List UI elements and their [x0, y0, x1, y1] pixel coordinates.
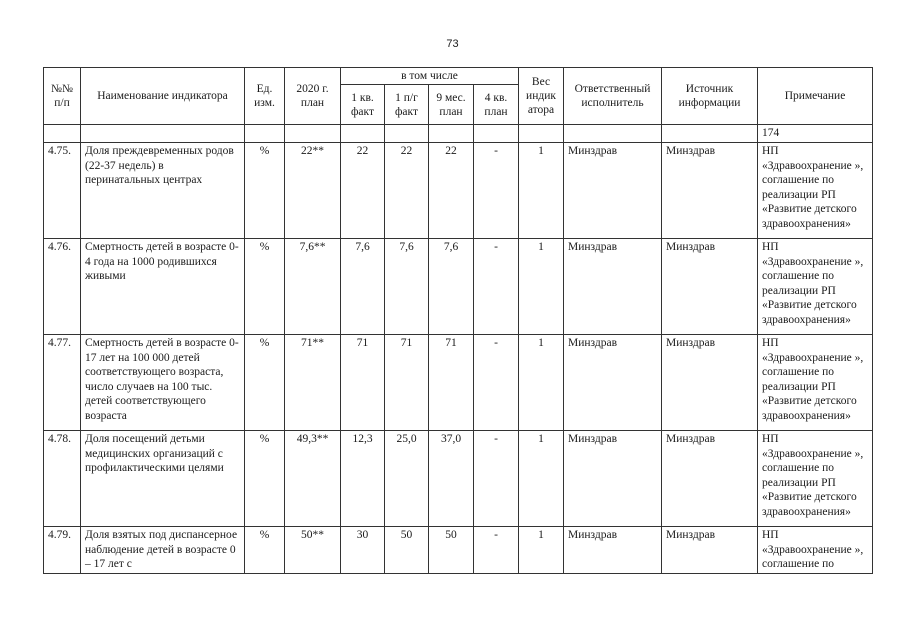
col-header-q4: 4 кв. план — [474, 85, 519, 125]
row-source: Минздрав — [662, 143, 758, 239]
indicators-table — [43, 67, 873, 574]
row-num: 4.77. — [44, 335, 81, 431]
page-ref: 174 — [758, 125, 873, 143]
row-unit: % — [245, 431, 285, 527]
row-weight: 1 — [519, 143, 564, 239]
row-note: НП «Здравоохранение », соглашение по реализации РП «Развитие детского здравоохранения» — [758, 431, 873, 527]
row-plan: 50** — [285, 527, 341, 574]
row-plan: 71** — [285, 335, 341, 431]
row-m9: 7,6 — [429, 239, 474, 335]
row-q1: 7,6 — [341, 239, 385, 335]
row-q1: 12,3 — [341, 431, 385, 527]
row-plan: 7,6** — [285, 239, 341, 335]
row-q4: - — [474, 143, 519, 239]
row-q4: - — [474, 527, 519, 574]
col-header-num: №№ п/п — [44, 68, 81, 125]
col-header-responsible: Ответственный исполнитель — [564, 68, 662, 125]
row-m9: 37,0 — [429, 431, 474, 527]
row-q1: 30 — [341, 527, 385, 574]
row-name: Доля посещений детьми медицинских организаций с профилактическими целями — [81, 431, 245, 527]
col-header-q1: 1 кв. факт — [341, 85, 385, 125]
row-m9: 22 — [429, 143, 474, 239]
row-h1: 7,6 — [385, 239, 429, 335]
col-header-h1: 1 п/г факт — [385, 85, 429, 125]
row-source: Минздрав — [662, 527, 758, 574]
col-header-weight: Вес индик атора — [519, 68, 564, 125]
row-plan: 22** — [285, 143, 341, 239]
row-name: Доля взятых под диспансерное наблюдение детей в возрасте 0 – 17 лет с — [81, 527, 245, 574]
row-h1: 50 — [385, 527, 429, 574]
row-m9: 50 — [429, 527, 474, 574]
row-responsible: Минздрав — [564, 143, 662, 239]
col-header-group: в том числе — [341, 68, 519, 85]
row-note: НП «Здравоохранение », соглашение по реализации РП «Развитие детского здравоохранения» — [758, 239, 873, 335]
row-name: Доля преждевременных родов (22-37 недель) в перинатальных центрах — [81, 143, 245, 239]
row-responsible: Минздрав — [564, 527, 662, 574]
row-q4: - — [474, 335, 519, 431]
row-q1: 71 — [341, 335, 385, 431]
col-header-name: Наименование индикатора — [81, 68, 245, 125]
row-weight: 1 — [519, 431, 564, 527]
table-row — [44, 143, 873, 239]
row-responsible: Минздрав — [564, 431, 662, 527]
row-unit: % — [245, 527, 285, 574]
row-num: 4.78. — [44, 431, 81, 527]
row-unit: % — [245, 335, 285, 431]
row-m9: 71 — [429, 335, 474, 431]
row-unit: % — [245, 143, 285, 239]
col-header-note: Примечание — [758, 68, 873, 125]
row-q4: - — [474, 239, 519, 335]
row-num: 4.79. — [44, 527, 81, 574]
row-weight: 1 — [519, 335, 564, 431]
row-name: Смертность детей в возрасте 0-4 года на 1000 родившихся живыми — [81, 239, 245, 335]
table-row — [44, 239, 873, 335]
row-num: 4.75. — [44, 143, 81, 239]
row-responsible: Минздрав — [564, 239, 662, 335]
row-h1: 25,0 — [385, 431, 429, 527]
row-note: НП «Здравоохранение », соглашение по реализации РП «Развитие детского здравоохранения» — [758, 143, 873, 239]
row-name: Смертность детей в возрасте 0-17 лет на 100 000 детей соответствующего возраста, число случаев на 100 тыс. детей соответствующего возраста — [81, 335, 245, 431]
col-header-m9: 9 мес. план — [429, 85, 474, 125]
row-num: 4.76. — [44, 239, 81, 335]
table-row — [44, 527, 873, 574]
col-header-plan-2020: 2020 г. план — [285, 68, 341, 125]
row-source: Минздрав — [662, 239, 758, 335]
page-number: 73 — [446, 38, 459, 50]
row-source: Минздрав — [662, 335, 758, 431]
row-unit: % — [245, 239, 285, 335]
header-row-top — [44, 68, 873, 85]
row-h1: 71 — [385, 335, 429, 431]
table-row — [44, 335, 873, 431]
row-source: Минздрав — [662, 431, 758, 527]
row-note: НП «Здравоохранение », соглашение по реализации РП «Развитие детского здравоохранения» — [758, 335, 873, 431]
row-weight: 1 — [519, 239, 564, 335]
page-ref-row — [44, 125, 873, 143]
row-h1: 22 — [385, 143, 429, 239]
table-row — [44, 431, 873, 527]
col-header-source: Источник информации — [662, 68, 758, 125]
row-note: НП «Здравоохранение », соглашение по — [758, 527, 873, 574]
col-header-unit: Ед. изм. — [245, 68, 285, 125]
row-responsible: Минздрав — [564, 335, 662, 431]
row-q4: - — [474, 431, 519, 527]
row-weight: 1 — [519, 527, 564, 574]
row-q1: 22 — [341, 143, 385, 239]
row-plan: 49,3** — [285, 431, 341, 527]
